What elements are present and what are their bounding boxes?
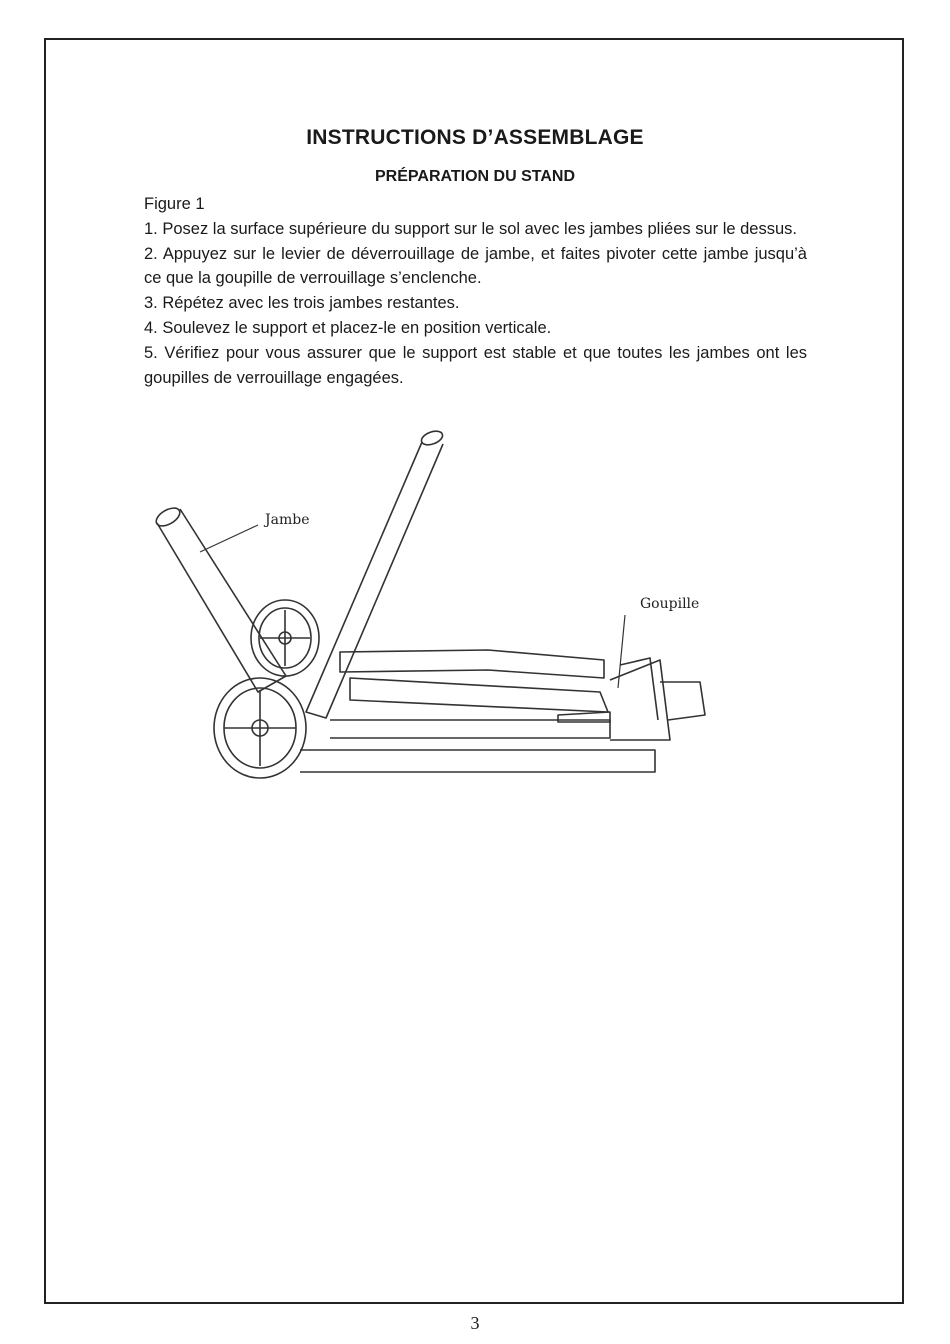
right-leg-drawing <box>306 429 444 718</box>
stand-illustration <box>140 420 740 790</box>
leg-leader-line <box>200 525 258 552</box>
instruction-step: 1. Posez la surface supérieure du support sur le sol avec les jambes pliées sur le dessus. <box>144 219 797 238</box>
page-title: INSTRUCTIONS D’ASSEMBLAGE <box>306 126 644 149</box>
figure-label: Figure 1 <box>144 195 205 213</box>
instruction-step: 4. Soulevez le support et placez-le en position verticale. <box>144 318 552 337</box>
instructions-body <box>144 192 807 390</box>
frame-drawing <box>300 650 705 772</box>
instruction-step: 3. Répétez avec les trois jambes restantes. <box>144 294 460 313</box>
callout-leg: Jambe <box>265 512 310 528</box>
pin-leader-line <box>618 615 625 688</box>
front-wheel-drawing <box>214 678 306 778</box>
left-leg-drawing <box>153 504 286 692</box>
page-number: 3 <box>470 1313 480 1333</box>
back-wheel-drawing <box>251 600 319 676</box>
section-subtitle: PRÉPARATION DU STAND <box>375 168 575 185</box>
instruction-step: 5. Vérifiez pour vous assurer que le support est stable et que toutes les jambes ont les goupilles de verrouillage engagées. <box>144 343 807 387</box>
instruction-step: 2. Appuyez sur le levier de déverrouillage de jambe, et faites pivoter cette jambe jusqu’à ce que la goupille de verrouillage s’enclenche. <box>144 244 807 288</box>
callout-pin: Goupille <box>640 596 700 612</box>
